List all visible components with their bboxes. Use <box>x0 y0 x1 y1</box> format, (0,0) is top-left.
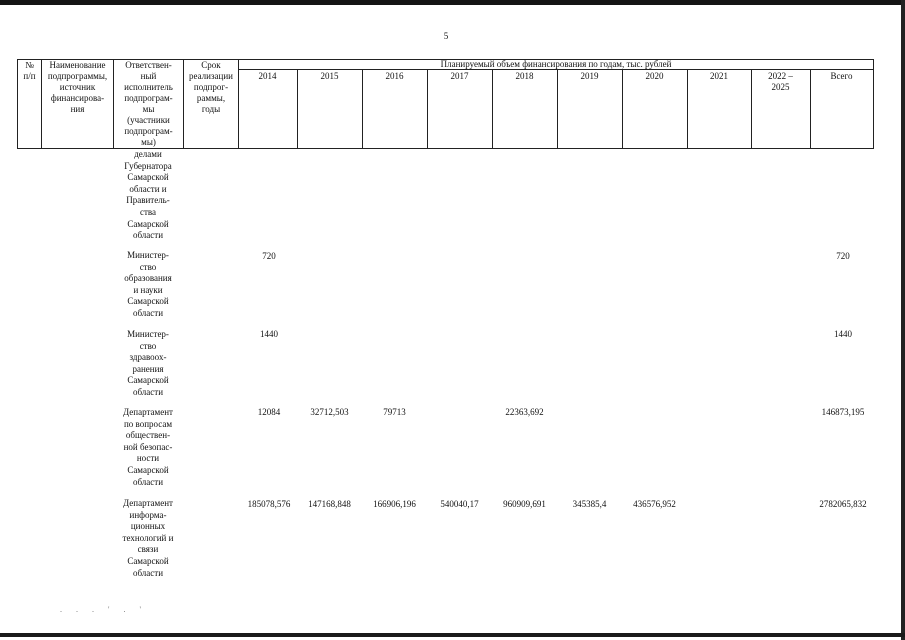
value-row-5-total: 2782065,832 <box>819 499 867 509</box>
value-row-4-2018: 22363,692 <box>505 407 544 417</box>
executor-row-3: Министер- ство здравоох- ранения Самарской области <box>127 329 169 397</box>
header-term: Срок реализации подпрог- раммы, годы <box>189 60 233 114</box>
header-year-2014: 2014 <box>258 71 277 81</box>
header-year-2015: 2015 <box>320 71 339 81</box>
executor-row-2: Министер- ство образования и науки Самарской области <box>124 250 172 318</box>
scan-noise: . . . ' . ' <box>60 605 147 614</box>
executor-row-1: делами Губернатора Самарской области и Правитель- ства Самарской области <box>124 149 172 241</box>
header-num: № п/п <box>23 60 36 81</box>
header-year-2017: 2017 <box>450 71 469 81</box>
header-year-2016: 2016 <box>385 71 404 81</box>
header-total: Всего <box>830 71 853 81</box>
scan-bottom-edge <box>0 633 905 637</box>
executor-row-5: Департамент информа- ционных технологий и связи Самарской области <box>122 498 174 578</box>
header-year-2022-2025: 2022 – 2025 <box>768 71 793 92</box>
page-number: 5 <box>443 31 449 41</box>
header-year-2020: 2020 <box>645 71 664 81</box>
value-row-4-2015: 32712,503 <box>310 407 349 417</box>
value-row-2-2014: 720 <box>262 251 276 261</box>
scan-right-edge <box>901 0 905 640</box>
header-name: Наименование подпрограммы, источник финансирова- ния <box>47 60 108 114</box>
header-executor: Ответствен- ный исполнитель подпрограм- мы (участники подпрограм- мы) <box>124 60 173 147</box>
value-row-2-total: 720 <box>836 251 850 261</box>
value-row-5-2019: 345385,4 <box>572 499 607 509</box>
header-funding: Планируемый объем финансирования по годам, тыс. рублей <box>440 59 672 69</box>
value-row-5-2018: 960909,691 <box>503 499 546 509</box>
value-row-3-2014: 1440 <box>260 329 278 339</box>
value-row-4-2014: 12084 <box>257 407 281 417</box>
value-row-4-total: 146873,195 <box>821 407 865 417</box>
scan-top-edge <box>0 0 905 5</box>
value-row-5-2014: 185078,576 <box>247 499 291 509</box>
executor-row-4: Департамент по вопросам обществен- ной безопас- ности Самарской области <box>123 407 173 487</box>
value-row-5-2020: 436576,952 <box>633 499 676 509</box>
header-year-2019: 2019 <box>580 71 599 81</box>
value-row-4-2016: 79713 <box>383 407 406 417</box>
value-row-5-2016: 166906,196 <box>373 499 416 509</box>
value-row-3-total: 1440 <box>834 329 852 339</box>
header-year-2021: 2021 <box>710 71 728 81</box>
header-year-2018: 2018 <box>515 71 534 81</box>
value-row-5-2017: 540040,17 <box>440 499 479 509</box>
value-row-5-2015: 147168,848 <box>308 499 351 509</box>
